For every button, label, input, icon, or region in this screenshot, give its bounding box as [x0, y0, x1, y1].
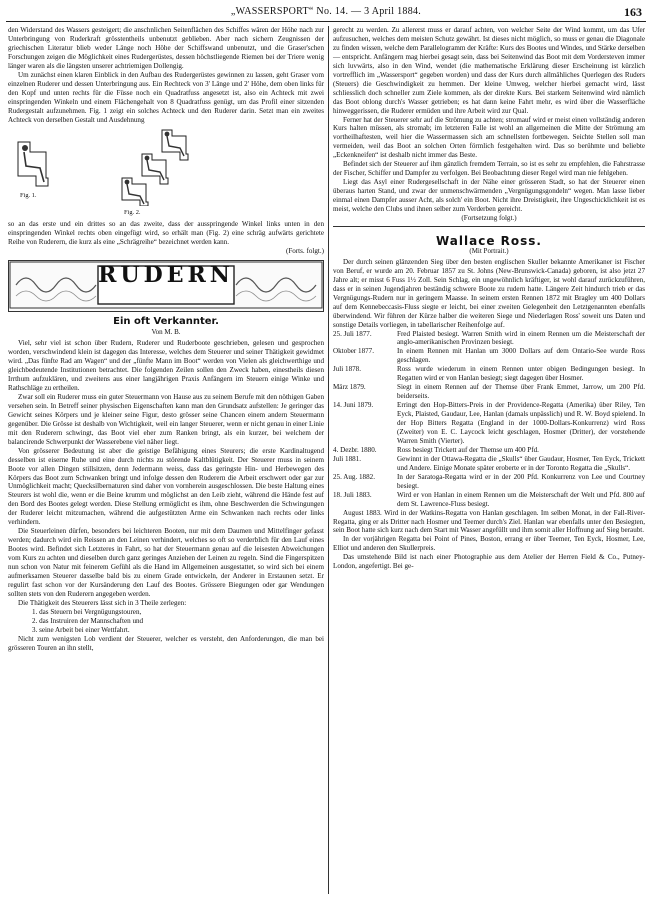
record-date: Oktober 1877. [333, 347, 374, 356]
record-text: In einem Rennen mit Hanlan um 3000 Dollars auf dem Ontario-See wurde Ross geschlagen. [397, 347, 645, 365]
text-paragraph: Die Steuerleinen dürfen, besonders bei leichteren Booten, nur mit dem Daumen und Mittelfinger gefasst werden; dadurch wird ein Reissen an den Leinen verhindert, welches so oft so verderblich für den Lauf eines Bootes wird. Befindet sich Letzteres in Fahrt, so hat der Steuermann genau auf die leisesten Abweichungen vom Kurs zu achten und dieselben durch ganz geringes Anziehen der Leinen zu regeln. Sind die Fingerspitzen nun schon von Natur mit feinerem Gefühl als die Hand im Allgemeinen ausgestattet, so wird sich bei einem aufmerksamen Steuerer dasselbe bald bis zu einem Grade entwickeln, der Anderer in Erstaunen setzt. Er regulirt fast schon vor der Kursänderung den Lauf des Bootes. Grössere Biegungen oder gar Wendungen sollten stets von den Ruderern angegeben werden. [8, 527, 324, 598]
header-rule [6, 21, 646, 22]
record-row [333, 455, 645, 473]
page-header [6, 6, 646, 22]
section-banner [8, 260, 324, 312]
record-text: Wird er von Hanlan in einem Rennen um die Meisterschaft der Welt und Pfd. 800 auf dem St. Lawrence-Fluss besiegt. [397, 490, 645, 508]
record-date: 4. Dezbr. 1880. [333, 445, 377, 454]
text-paragraph: Das umstehende Bild ist nach einer Photographie aus dem Atelier der Herren Field & Co., Putney-London, angefertigt. Bei ge- [333, 553, 645, 571]
text-paragraph: Liegt das Asyl einer Rudergesellschaft in der Nähe einer grösseren Stadt, so hat der Steuerer einen überaus harten Stand, und zwar der unmenschwärmenden „Vergnügungsgondeln“ wegen. Man lasse lieber einmal einen Dampfer ausser Acht, als solch' ein Boot. Nicht ihre Dreistigkeit, ihre Ungeschicklichkeit ist es meist, welche den Clubs und ihnen selber zum Verderben gereicht. [333, 178, 645, 214]
fig1-caption: Fig. 1. [20, 192, 37, 200]
figure-area [8, 126, 324, 218]
record-date: Juli 1878. [333, 365, 361, 374]
page-number: 163 [624, 5, 642, 19]
record-text: Fred Plaisted besiegt. Warren Smith wird in einem Rennen um die Meisterschaft der anglo-amerikanischen Provinzen besiegt. [397, 329, 645, 347]
text-paragraph: Viel, sehr viel ist schon über Rudern, Ruderer und Ruderboote geschrieben, gelesen und gesprochen worden, verschwindend klein ist dagegen das Interesse, welches dem Steuerer und seiner Thätigkeit gewidmet wird. „Das fünfte Rad am Wagen“ und der „fünfte Mann im Boot“ werden von Vielen als gleichwerthige und gleichbedeutende Institutionen betrachtet. Die folgenden Zeilen sollen den Zweck haben, einestheils diesen Irrthum aufzuklären, und zweitens aus einer langjährigen Praxis Anfängern im Steuern einige Winke und Rathschläge zu ertheilen. [8, 339, 324, 392]
text-paragraph: Befindet sich der Steuerer auf ihm gänzlich fremdem Terrain, so ist es sehr zu empfehlen, die Fahrstrasse der Fischer, Schiffer und Dampfer zu verfolgen. Bei Beobachtung dieser Regel wird man nie fehlgehen. [333, 160, 645, 178]
text-paragraph: Um zunächst einen klaren Einblick in den Aufbau des Rudergerüstes gewinnen zu lassen, geht Graser vom einzelnen Ruderer und dessen Unterbringung aus. Ein Rechteck von 3' Länge und 2' Höhe, dem oben links für den Kopf und unten rechts für die Füsse noch ein Quadratfuss angesetzt ist, also ein Achteck mit zwei einspringenden Winkeln und einem Flächengehalt von 8 Quadratfuss genügt, um das Profil einer sitzenden Rudergestalt aufzunehmen. Fig. 1 zeigt ein solches Achteck und den Ruderer darin. Setzt man ein zweites Achteck von derselben Gestalt und Ausdehnung [8, 70, 324, 124]
record-row [333, 401, 645, 446]
record-row [333, 330, 645, 348]
record-text: Gewinnt in der Ottawa-Regatta die „Skulls“ über Gaudaur, Hosmer, Ten Eyck, Trickett und Andere. Einige Monate später eroberte er in der Toronto Regatta die „Skulls“. [397, 454, 645, 472]
record-row [333, 491, 645, 509]
record-date: 14. Juni 1879. [333, 401, 374, 410]
header-title: „WASSERSPORT“ No. 14. — 3 April 1884. [230, 6, 422, 17]
record-text: Siegt in einem Rennen auf der Themse über Frank Emmet, Jarrow, um 200 Pfd. beiderseits. [397, 383, 645, 401]
banner-label: RUDERN [98, 262, 234, 289]
right-column [333, 26, 645, 571]
fig2-caption: Fig. 2. [124, 209, 141, 217]
text-paragraph: Der durch seinen glänzenden Sieg über den besten englischen Skuller bekannte Amerikaner ist Fischer von Beruf, er wurde am 20. Februar 1857 zu St. Johns (New-Brunswick-Canada) geboren, ist also jetzt 27 Jahre alt; er misst 6 Fuss 1½ Zoll. Sein Schlag, ein ungewöhnlich kräftiger, ist wohl darauf zurückzuführen, dass er in seinen Jugendjahren beständig schwere Boote zu rudern hatte. Längere Zeit hindurch trieb er das Vergnügungs-Rudern nur in geringem Maasse. In seinem ersten Rennen 1872 mit Bragley um 400 Dollars auf dem Kennebeccasis-Fluss siegte er leicht, bei einer zweiten Gelegenheit den Letztgenannten ebenfalls überwindend. Wir führen der Kürze halber die weiteren Siege und Niederlagen Ross' soweit uns Daten und sonstige Details vorliegen, in tabellarischer Reihenfolge auf. [333, 257, 645, 329]
list-item: 1. das Steuern bei Vergnügungstouren, [32, 607, 142, 616]
text-paragraph: Ferner hat der Steuerer sehr auf die Strömung zu achten; stromauf wird er meist einen vollständig anderen Kurs halten müssen, als stromab; im letzteren Falle ist wohl an allgemeinen die Mitte der Strömung am vortheilhaftesten, weil hier die Wassermassen sich am schnellsten fortbewegen. Seichte Stellen soll man vermeiden, weil das Boot an solchen Orten förmlich festgehalten wird. Das so berühmte und beliebte „Eckenkneifen“ ist deshalb nicht immer das Beste. [333, 115, 645, 160]
section-separator [333, 226, 645, 227]
article-title: Ein oft Verkannter. [113, 316, 219, 328]
continued-note: (Forts. folgt.) [285, 247, 324, 256]
text-paragraph: Die Thätigkeit des Steuerers lässt sich in 3 Theile zerlegen: [18, 598, 187, 607]
list-item: 2. das Instruiren der Mannschaften und [32, 616, 144, 625]
list-item: 3. seine Arbeit bei einer Wettfahrt. [32, 625, 130, 634]
record-date: 18. Juli 1883. [333, 490, 372, 499]
record-date: 25. Juli 1877. [333, 329, 372, 338]
record-row [333, 365, 645, 383]
record-row [333, 347, 645, 365]
text-paragraph: gerecht zu werden. Zu allererst muss er darauf achten, von welcher Seite der Wind kommt, um das Ufer aufzusuchen, welches dem meisten Schutz gewährt. Ist dieses nicht möglich, so muss er genau die Diagonale zu finden wissen, welche dem Parallelogramm der Kräfte: Kurs des Bootes und Windes, und Stärke derselben — entspricht. Anfängern mag hierbei gesagt sein, dass bei Seitenwind das Boot mit dem Vordersteven immer sich luvwärts, also in den Wind, wendet (die mathematische Erklärung dieser Erscheinung ist kürzlich vortrefflich im „Wassersport“ gegeben worden) und dass der Kurs durch allmähliches Querlegen des Ruders (Steuers) die Geschwindigkeit zu hemmen. Der kleine Umweg, welcher hierbei gemacht wird, lässt schliesslich doch schneller zum Ziele kommen, als der direkte Kurs. Bei starkem Seitenwind wird nämlich das Boot oblong durch's Wasser getrieben; es hat dann keine Fahrt mehr, es wird über die Wasserfläche hinweggerissen, die Ruderer ermüden und ihre Arbeit wird zur Qual. [333, 26, 645, 115]
continued-note: (Fortsetzung folgt.) [461, 214, 517, 223]
fig1-rower-octagon [16, 140, 50, 188]
text-paragraph: so an das erste und ein drittes so an das zweite, dass der ausspringende Winkel links unten in den einspringenden Winkel rechts oben eingefügt wird, so erhält man (Fig. 2) eine schräg aufwärts gerichtete Reihe von Ruderern, die kurz als eine „Schrägreihe“ bezeichnet werden kann. [8, 220, 324, 247]
article-author: Von M. B. [151, 328, 181, 337]
text-paragraph: In der vorjährigen Regatta bei Point of Pines, Boston, errang er über Teemer, Ten Eyck, Hosmer, Lee, Elliot und anderen den Skullerpreis. [333, 535, 645, 553]
record-text: Ross besiegt Trickett auf der Themse um 400 Pfd. [397, 445, 539, 454]
text-paragraph: den Widerstand des Wassers gesteigert; die anschnlichen Seitenflächen des Schiffes wären der Höhe nach zur Unterbringung von Ruderkraft grösstentheils unbenutzt geblieben. Aber nach sichern Zeugnissen der griechischen Literatur blieb weder Länge noch Höhe der Schiffswand unbenutzt, und die Graser'schen Forschungen zeigen die Möglichkeit eines Rudergerüstes, dessen höchstliegende Riemen bei der Triere wenig länger waren als die längsten unserer achtriemigen Dollengig. [8, 26, 324, 70]
article-title: Wallace Ross. [436, 233, 542, 248]
text-paragraph: August 1883. Wird in der Watkins-Regatta von Hanlan geschlagen. Im selben Monat, in der Fall-River-Regatta, ging er als Dritter nach Hosmer und Teemer durch's Ziel. Hanlan war ebenfalls unter den Besiegten, sein Boot hatte sich kurz nach dem Start mit Wasser angefüllt und ihm somit aller Hoffnung auf Sieg beraubt. [333, 508, 645, 535]
article-subtitle: (Mit Portrait.) [469, 246, 509, 255]
record-text: Ross wurde wiederum in einem Rennen unter obigen Bedingungen besiegt. In Regatten wird er von Hanlan besiegt; siegt dagegen über Hosmer. [397, 365, 645, 383]
text-paragraph: Von grösserer Bedeutung ist aber die geistige Befähigung eines Steurers; die erste Kardinaltugend desselben ist eiserne Ruhe und eine durch nichts zu störende Kaltblütigkeit. Der Steuerer muss in seinem Boote vor allen Dingen stillsitzen, denn Jedermann weiss, dass das geringste Hin- und Herbewegen des Körpers das Boot zum Schwanken bringt und infolge dessen den Ruderern die Arbeit erschwert oder gar zur Unmöglichkeit macht; Quecksilbernaturen sind daher von vornherein ausgeschlossen. Die beste Haltung eines Steurers ist wohl die, wenn er die Beine krumm und möglichst an den Leib zieht, während die Hände fest auf den Bord des Bootes gelegt werden. Diese Stellung ermöglicht es ihm, ohne Beschwerden die Schwingungen der Ruderer leicht mitzumachen, während die aufgestützten Arme ein Schwanken nach rechts oder links verhindern. [8, 446, 324, 527]
record-date: 25. Aug. 1882. [333, 472, 375, 481]
record-row [333, 473, 645, 491]
record-date: März 1879. [333, 383, 366, 392]
record-text: Erringt den Hop-Bitters-Preis in der Providence-Regatta (Amerika) über Riley, Ten Eyck, Plaisted, Gaudaur, Lee, Hanlan (damals unpässlich) und R. W. Boyd spielend. In der Hop Bitters Regatta (England in der 1000-Dollars-Konkurrenz) wird Ross (Zweiter) von E. C. Laycock leicht geschlagen, Hosmer (Dritter), der vorstehende Warren Smith (Vierter). [397, 401, 645, 445]
record-date: Juli 1881. [333, 454, 361, 463]
text-paragraph: Nicht zum wenigsten Lob verdient der Steuerer, welcher es versteht, den Anforderungen, die man bei grösseren Touren an ihn stellt, [8, 634, 324, 652]
record-row [333, 446, 645, 455]
fig2-rower-stack [120, 126, 206, 206]
column-divider [328, 26, 329, 894]
left-column [8, 26, 324, 653]
record-row [333, 383, 645, 401]
record-text: In der Saratoga-Regatta wird er in der 200 Pfd. Konkurrenz von Lee und Courtney besiegt. [397, 472, 645, 490]
text-paragraph: Zwar soll ein Ruderer muss ein guter Steuermann von Hause aus zu seinem Berufe mit den nöthigen Gaben versehen sein. In Betreff seiner physischen Eigenschaften kann man den Grundsatz aufstellen: Je geringer das Gewicht seines Körpers und je kleiner seine Figur, desto grösser seine Chancen einem andern Steuermann gegenüber. Die Grösse ist deshalb von Wichtigkeit, weil ein langer Steuerer, wenn er nicht genau in einer Linie mit den Ruderern schwingt, das Boot viel eher zum Ranken bringt, als ein kurzer, bei welchem der balancirende Schwerpunkt der Wasserebene viel näher liegt. [8, 392, 324, 446]
